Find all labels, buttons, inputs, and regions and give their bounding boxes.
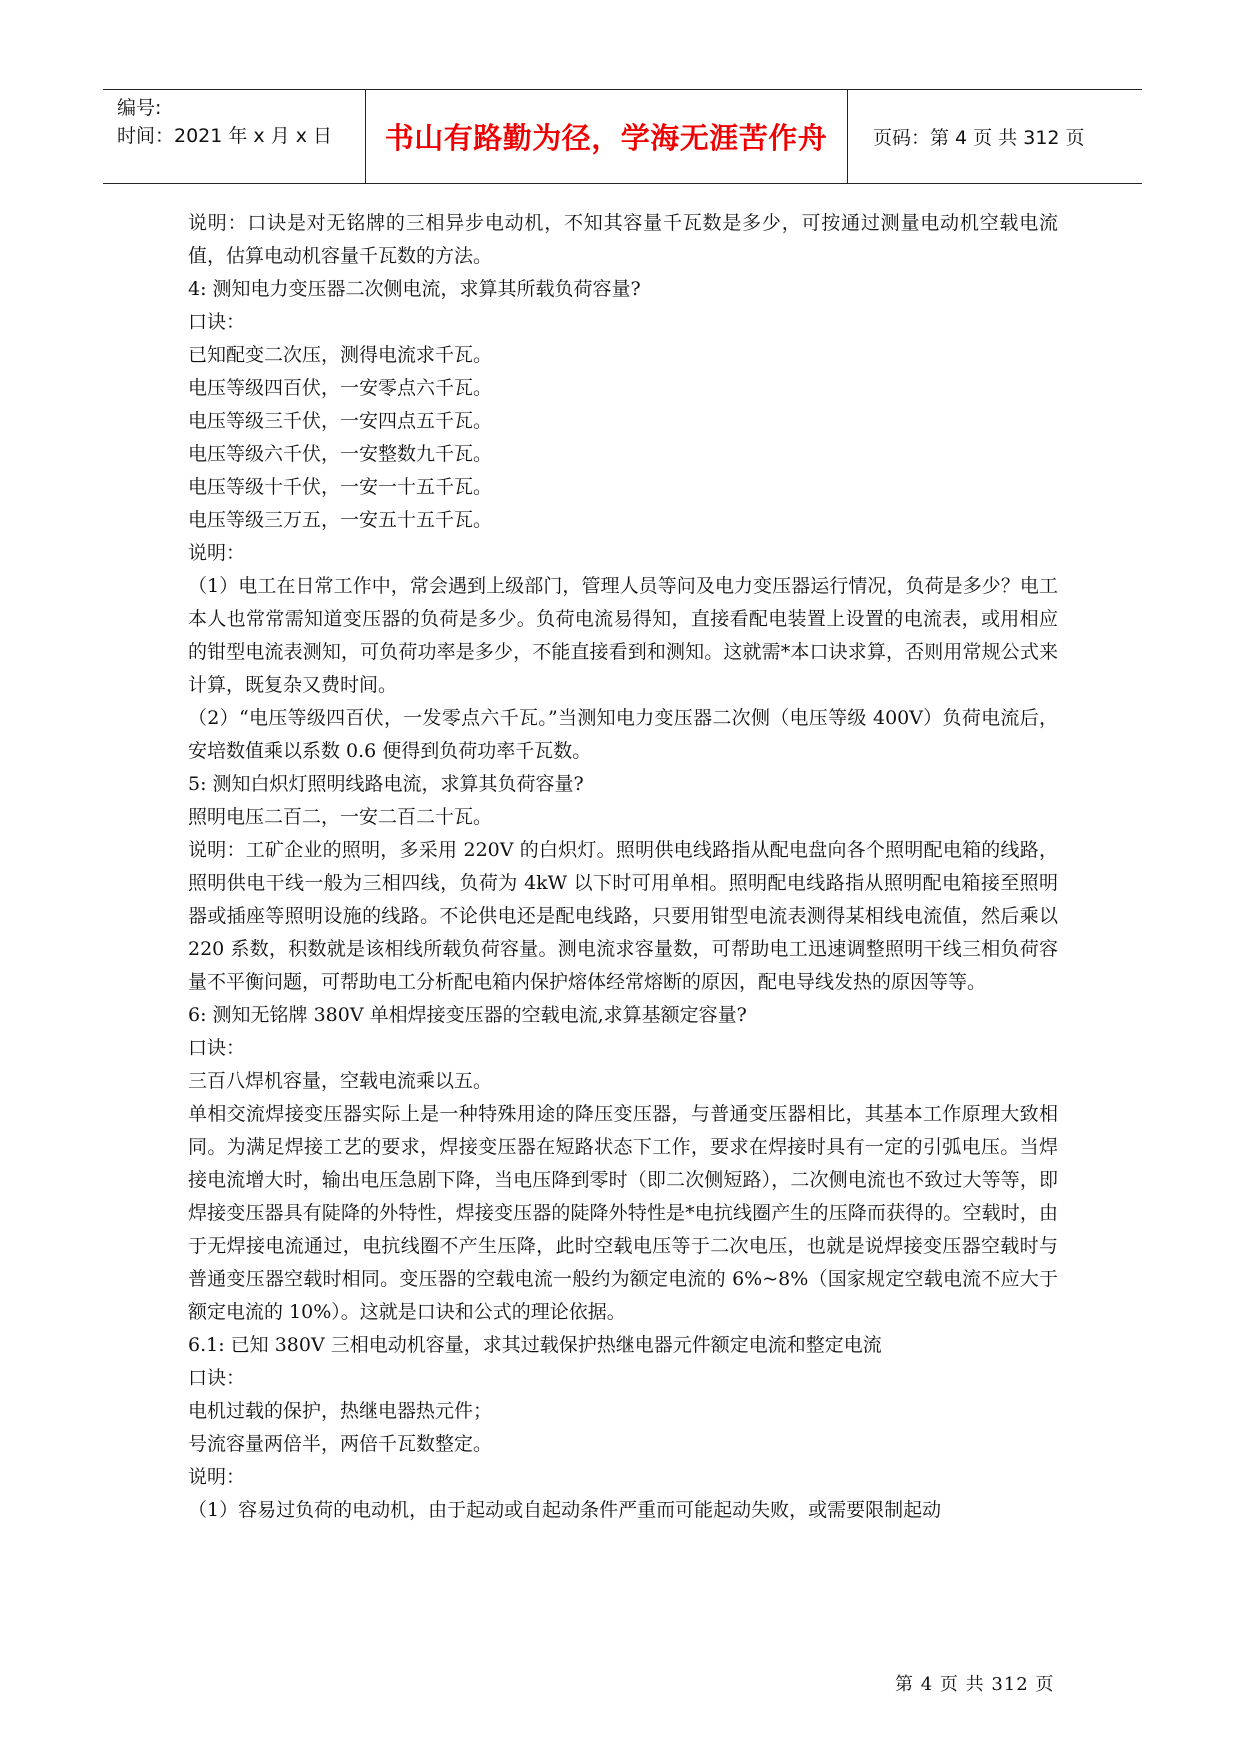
section-heading: 6: 测知无铭牌 380V 单相焊接变压器的空载电流,求算基额定容量?	[188, 1004, 747, 1026]
section-heading: 6.1: 已知 380V 三相电动机容量，求其过载保护热继电器元件额定电流和整定电流	[188, 1334, 882, 1356]
header-divider	[847, 90, 848, 183]
document-number-label: 编号:	[117, 97, 162, 119]
paragraph: 三百八焊机容量，空载电流乘以五。	[188, 1070, 493, 1092]
paragraph: 口诀：	[188, 1367, 246, 1389]
paragraph: 电压等级十千伏，一安一十五千瓦。	[188, 476, 493, 498]
paragraph: 说明：口诀是对无铭牌的三相异步电动机，不知其容量千瓦数是多少，可按通过测量电动机空载电流值，估算电动机容量千瓦数的方法。	[188, 212, 1058, 267]
paragraph: 口诀：	[188, 1037, 246, 1059]
paragraph: （1）容易过负荷的电动机，由于起动或自起动条件严重而可能起动失败，或需要限制起动	[188, 1499, 942, 1521]
header-page-info: 页码：第 4 页 共 312 页	[873, 127, 1085, 149]
paragraph: 电压等级四百伏，一安零点六千瓦。	[188, 377, 493, 399]
paragraph: 说明：工矿企业的照明，多采用 220V 的白炽灯。照明供电线路指从配电盘向各个照明配电箱的线路，照明供电干线一般为三相四线，负荷为 4kW 以下时可用单相。照明配电线路指从照明配电箱接至照明器或插座等照明设施的线路。不论供电还是配电线路，只要用钳型电流表测得某相线电流值，然后乘以 220 系数，积数就是该相线所载负荷容量。测电流求容量数，可帮助电工迅速调整照明干线三相负荷容量不平衡问题，可帮助电工分析配电箱内保护熔体经常熔断的原因，配电导线发热的原因等等。	[188, 839, 1058, 993]
document-body	[188, 207, 1058, 1527]
section-heading: 4: 测知电力变压器二次侧电流，求算其所载负荷容量?	[188, 278, 641, 300]
paragraph: 口诀：	[188, 311, 246, 333]
paragraph: 单相交流焊接变压器实际上是一种特殊用途的降压变压器，与普通变压器相比，其基本工作原理大致相同。为满足焊接工艺的要求，焊接变压器在短路状态下工作，要求在焊接时具有一定的引弧电压。当焊接电流增大时，输出电压急剧下降，当电压降到零时（即二次侧短路），二次侧电流也不致过大等等，即焊接变压器具有陡降的外特性，焊接变压器的陡降外特性是*电抗线圈产生的压降而获得的。空载时，由于无焊接电流通过，电抗线圈不产生压降，此时空载电压等于二次电压，也就是说焊接变压器空载时与普通变压器空载时相同。变压器的空载电流一般约为额定电流的 6%~8%（国家规定空载电流不应大于额定电流的 10%）。这就是口诀和公式的理论依据。	[188, 1103, 1058, 1323]
paragraph: 号流容量两倍半，两倍千瓦数整定。	[188, 1433, 493, 1455]
document-date: 时间：2021 年 x 月 x 日	[117, 125, 333, 147]
header-motto: 书山有路勤为径，学海无涯苦作舟	[384, 121, 828, 155]
paragraph: 电压等级三万五，一安五十五千瓦。	[188, 509, 493, 531]
paragraph: 电机过载的保护，热继电器热元件；	[188, 1400, 493, 1422]
paragraph: 说明：	[188, 1466, 246, 1488]
paragraph: 已知配变二次压，测得电流求千瓦。	[188, 344, 493, 366]
header-meta	[117, 94, 357, 150]
paragraph: 说明：	[188, 542, 246, 564]
paragraph: 电压等级三千伏，一安四点五千瓦。	[188, 410, 493, 432]
paragraph: （2）“电压等级四百伏，一发零点六千瓦。”当测知电力变压器二次侧（电压等级 400V）负荷电流后，安培数值乘以系数 0.6 便得到负荷功率千瓦数。	[188, 707, 1058, 762]
paragraph: （1）电工在日常工作中，常会遇到上级部门，管理人员等问及电力变压器运行情况，负荷是多少？电工本人也常常需知道变压器的负荷是多少。负荷电流易得知，直接看配电装置上设置的电流表，或用相应的钳型电流表测知，可负荷功率是多少，不能直接看到和测知。这就需*本口诀求算，否则用常规公式来计算，既复杂又费时间。	[188, 575, 1058, 696]
paragraph: 电压等级六千伏，一安整数九千瓦。	[188, 443, 493, 465]
section-heading: 5: 测知白炽灯照明线路电流，求算其负荷容量?	[188, 773, 584, 795]
page-footer: 第 4 页 共 312 页	[895, 1674, 1055, 1695]
paragraph: 照明电压二百二，一安二百二十瓦。	[188, 806, 493, 828]
header	[103, 89, 1142, 184]
